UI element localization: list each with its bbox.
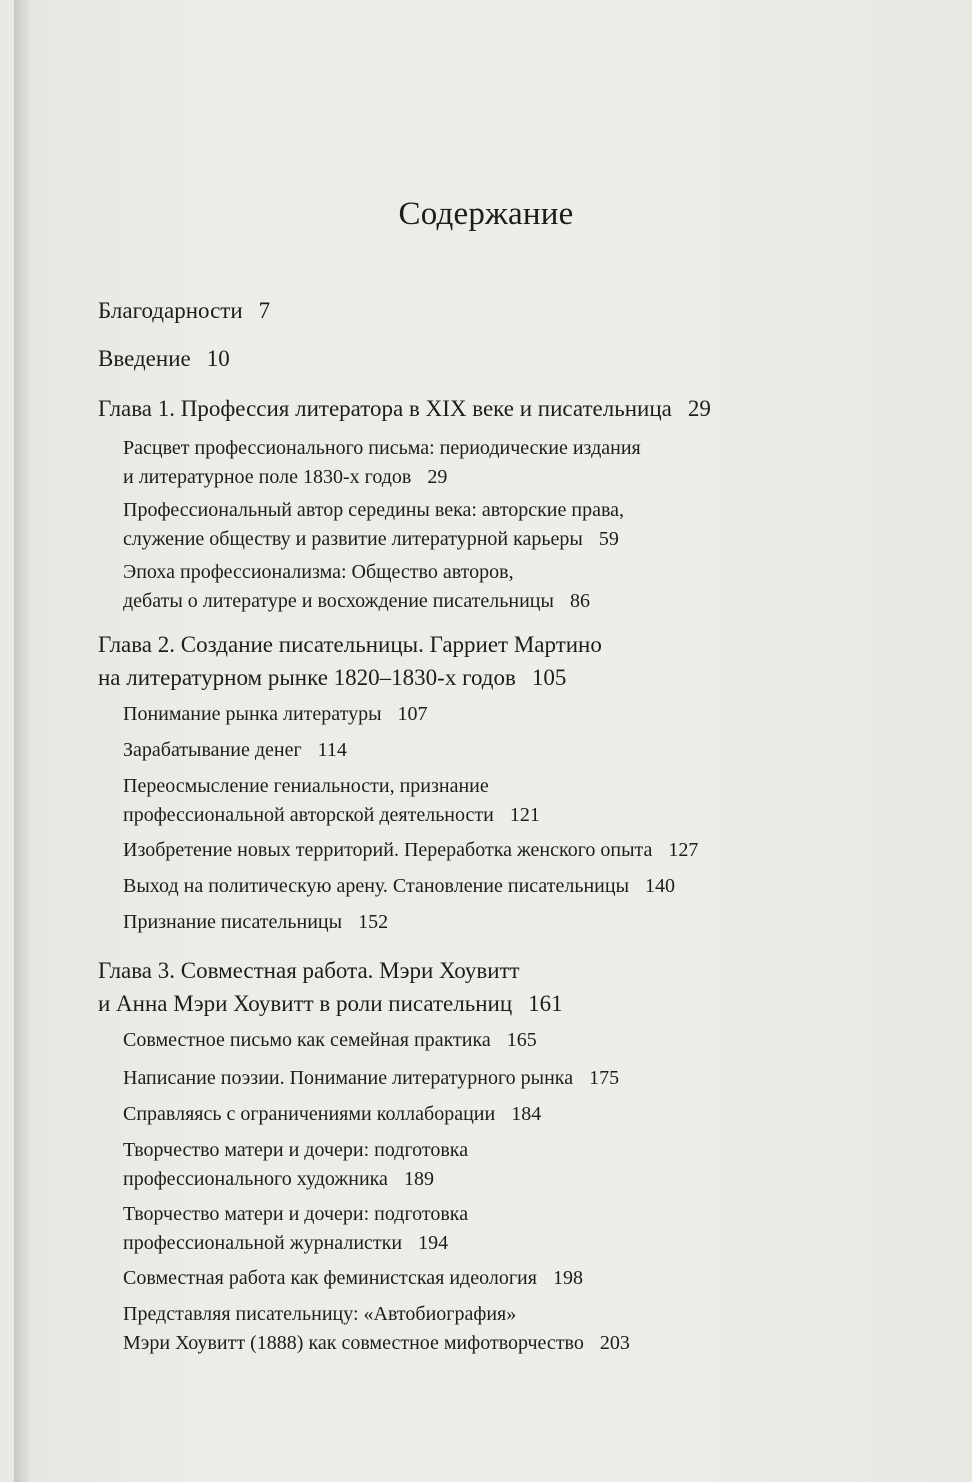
toc-section-entry <box>98 872 832 901</box>
toc-section-entry <box>98 1136 832 1194</box>
toc-section-entry <box>98 1064 832 1093</box>
entry-title-line: профессиональной авторской деятельности <box>123 804 494 826</box>
page-number: 203 <box>599 1332 630 1354</box>
toc-chapter-entry <box>98 342 832 375</box>
page-number: 86 <box>569 590 590 612</box>
entry-title-line: Благодарности <box>98 298 243 323</box>
page-number: 105 <box>531 665 567 690</box>
page-number: 107 <box>397 703 428 725</box>
page-number: 198 <box>552 1267 583 1289</box>
page-number: 10 <box>206 346 230 371</box>
page-number: 29 <box>687 396 711 421</box>
toc-section-entry <box>98 496 832 554</box>
entry-title-line: и Анна Мэри Хоувитт в роли писательниц <box>98 991 513 1016</box>
toc-section-entry <box>98 836 832 865</box>
entry-title-line: Справляясь с ограничениями коллаборации <box>123 1103 496 1125</box>
entry-title-line: служение обществу и развитие литературной карьеры <box>123 528 583 550</box>
entry-title-line: Творчество матери и дочери: подготовка <box>123 1139 469 1161</box>
page-number: 29 <box>427 466 448 488</box>
entry-title-line: и литературное поле 1830-х годов <box>123 466 412 488</box>
toc-section-entry <box>98 772 832 830</box>
page-number: 7 <box>258 298 271 323</box>
entry-title-line: Введение <box>98 346 191 371</box>
entry-title-line: Признание писательницы <box>123 911 343 933</box>
entry-title-line: Выход на политическую арену. Становление писательницы <box>123 875 630 897</box>
entry-title-line: Творчество матери и дочери: подготовка <box>123 1203 469 1225</box>
entry-title-line: Глава 3. Совместная работа. Мэри Хоувитт <box>98 958 520 983</box>
entry-title-line: профессионального художника <box>123 1168 388 1190</box>
toc-section-entry <box>98 736 832 765</box>
toc-section-entry <box>98 434 832 492</box>
entry-title-line: Зарабатывание денег <box>123 739 302 761</box>
page-number: 165 <box>506 1029 537 1051</box>
toc-section-entry <box>98 1100 832 1129</box>
toc-section-entry <box>98 1200 832 1258</box>
toc-title: Содержание <box>398 196 574 232</box>
entry-title-line: Совместное письмо как семейная практика <box>123 1029 491 1051</box>
page-number: 59 <box>598 528 619 550</box>
page-number: 184 <box>511 1103 542 1125</box>
entry-title-line: Глава 2. Создание писательницы. Гарриет Мартино <box>98 632 602 657</box>
toc-section-entry <box>98 1264 832 1293</box>
entry-title-line: дебаты о литературе и восхождение писательницы <box>123 590 554 612</box>
entry-title-line: Расцвет профессионального письма: периодические издания <box>123 437 641 459</box>
entry-title-line: Профессиональный автор середины века: авторские права, <box>123 499 625 521</box>
toc-section-entry <box>98 558 832 616</box>
entry-title-line: Совместная работа как феминистская идеология <box>123 1267 537 1289</box>
entry-title-line: Мэри Хоувитт (1888) как совместное мифотворчество <box>123 1332 584 1354</box>
entry-title-line: на литературном рынке 1820–1830-х годов <box>98 665 516 690</box>
toc-chapter-entry <box>98 954 832 1020</box>
toc-section-entry <box>98 1026 832 1055</box>
page-number: 114 <box>317 739 347 761</box>
page-number: 140 <box>645 875 676 897</box>
toc-chapter-entry <box>98 628 832 694</box>
entry-title-line: Переосмысление гениальности, признание <box>123 775 489 797</box>
page-number: 152 <box>358 911 389 933</box>
page-number: 194 <box>418 1232 449 1254</box>
toc-section-entry <box>98 908 832 937</box>
entry-title-line: Эпоха профессионализма: Общество авторов, <box>123 561 514 583</box>
toc-chapter-entry <box>98 294 832 327</box>
page-number: 127 <box>668 839 699 861</box>
page-number: 189 <box>403 1168 434 1190</box>
entry-title-line: Представляя писательницу: «Автобиография» <box>123 1303 517 1325</box>
entry-title-line: Изобретение новых территорий. Переработка женского опыта <box>123 839 653 861</box>
entry-title-line: Написание поэзии. Понимание литературного рынка <box>123 1067 574 1089</box>
toc-section-entry <box>98 700 832 729</box>
page-number: 121 <box>509 804 540 826</box>
entry-title-line: профессиональной журналистки <box>123 1232 403 1254</box>
entry-title-line: Глава 1. Профессия литератора в XIX веке и писательница <box>98 396 672 421</box>
toc-chapter-entry <box>98 392 832 425</box>
page-number: 175 <box>589 1067 620 1089</box>
page-number: 161 <box>528 991 563 1016</box>
entry-title-line: Понимание рынка литературы <box>123 703 382 725</box>
toc-section-entry <box>98 1300 832 1358</box>
